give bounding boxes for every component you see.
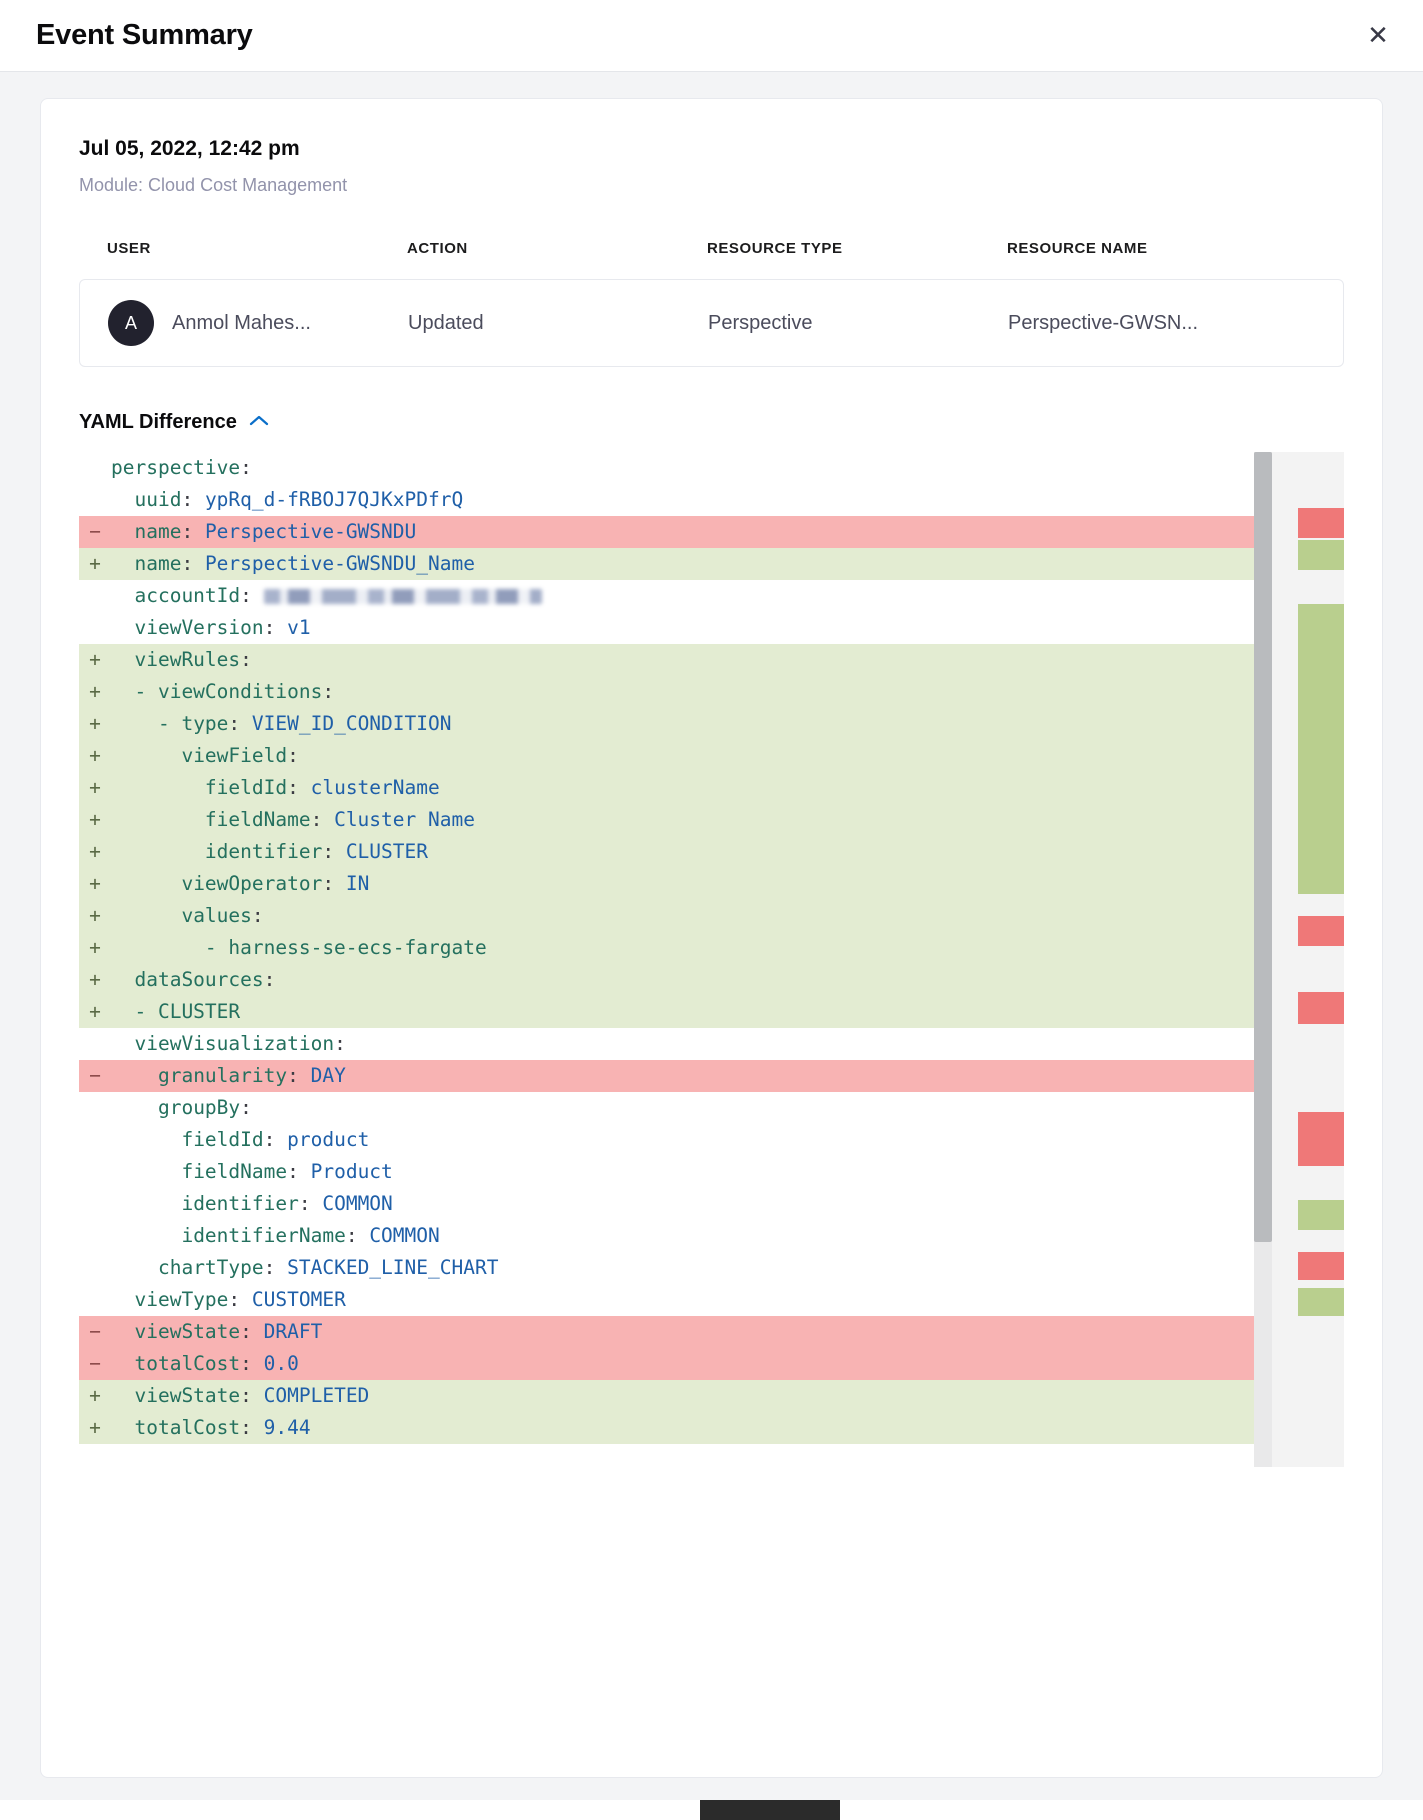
strip-dark	[700, 1800, 840, 1820]
minimap-block	[1298, 508, 1344, 538]
diff-line	[79, 740, 1344, 772]
diff-marker: −	[89, 520, 101, 543]
diff-line	[79, 836, 1344, 868]
diff-code: viewRules:	[134, 648, 252, 671]
diff-line	[79, 452, 1344, 484]
event-timestamp: Jul 05, 2022, 12:42 pm	[79, 137, 300, 160]
diff-line	[79, 1316, 1344, 1348]
cell-user	[108, 300, 408, 346]
minimap-block	[1298, 1200, 1344, 1230]
diff-marker: +	[89, 712, 101, 735]
column-header-resource-name: RESOURCE NAME	[1007, 240, 1148, 257]
diff-line	[79, 1284, 1344, 1316]
bottom-strip	[0, 1800, 1423, 1820]
table-header-row	[79, 240, 1344, 279]
diff-code: values:	[181, 904, 264, 927]
diff-code: viewType: CUSTOMER	[134, 1288, 346, 1311]
diff-code: viewVersion: v1	[134, 616, 311, 639]
diff-code: uuid: ypRq_d-fRBOJ7QJKxPDfrQ	[134, 488, 464, 511]
minimap-block	[1298, 1288, 1344, 1316]
diff-code: name: Perspective-GWSNDU	[134, 520, 417, 543]
modal-header	[0, 0, 1423, 72]
diff-line	[79, 1060, 1344, 1092]
diff-line	[79, 1380, 1344, 1412]
diff-code: fieldId: clusterName	[204, 776, 440, 799]
table-row[interactable]	[79, 279, 1344, 367]
cell-resource-name: Perspective-GWSN...	[1008, 311, 1199, 334]
yaml-difference-label: YAML Difference	[79, 411, 237, 433]
strip-right	[840, 1800, 1423, 1820]
diff-line	[79, 868, 1344, 900]
summary-table	[79, 240, 1344, 279]
diff-code: identifier: CLUSTER	[204, 840, 428, 863]
diff-code: - harness-se-ecs-fargate	[204, 936, 487, 959]
diff-code: accountId:	[111, 580, 542, 612]
diff-code: granularity: DAY	[157, 1064, 346, 1087]
cell-action: Updated	[408, 311, 484, 334]
diff-marker: +	[89, 936, 101, 959]
diff-code: - type: VIEW_ID_CONDITION	[157, 712, 452, 735]
diff-code: name: Perspective-GWSNDU_Name	[134, 552, 475, 575]
diff-line	[79, 996, 1344, 1028]
diff-code: fieldId: product	[181, 1128, 370, 1151]
diff-code: identifier: COMMON	[181, 1192, 393, 1215]
user-name: Anmol Mahes...	[172, 311, 311, 334]
avatar: A	[108, 300, 154, 346]
diff-marker: +	[89, 1384, 101, 1407]
diff-line	[79, 1188, 1344, 1220]
diff-marker: +	[89, 872, 101, 895]
diff-marker: +	[89, 840, 101, 863]
diff-line	[79, 1156, 1344, 1188]
diff-line	[79, 1252, 1344, 1284]
column-header-action: ACTION	[407, 240, 468, 257]
diff-line	[79, 1348, 1344, 1380]
diff-line	[79, 676, 1344, 708]
diff-code: - viewConditions:	[134, 680, 335, 703]
diff-line	[79, 964, 1344, 996]
diff-marker: +	[89, 1416, 101, 1439]
diff-marker: +	[89, 552, 101, 575]
diff-line	[79, 1028, 1344, 1060]
page-title: Event Summary	[36, 19, 253, 51]
diff-scrollbar[interactable]	[1254, 452, 1272, 1467]
minimap-block	[1298, 604, 1344, 894]
diff-marker: +	[89, 648, 101, 671]
diff-minimap[interactable]	[1272, 452, 1344, 1467]
diff-line	[79, 644, 1344, 676]
column-header-user: USER	[107, 240, 151, 257]
diff-line	[79, 1092, 1344, 1124]
diff-code: viewField:	[181, 744, 299, 767]
yaml-diff-lines	[79, 452, 1344, 1444]
chevron-up-icon[interactable]	[249, 415, 269, 431]
diff-code: fieldName: Product	[181, 1160, 393, 1183]
diff-line	[79, 932, 1344, 964]
strip-left	[0, 1800, 700, 1820]
diff-code: - CLUSTER	[134, 1000, 241, 1023]
column-header-resource-type: RESOURCE TYPE	[707, 240, 843, 257]
diff-marker: +	[89, 1000, 101, 1023]
diff-marker: +	[89, 968, 101, 991]
diff-code: fieldName: Cluster Name	[204, 808, 475, 831]
diff-line	[79, 1220, 1344, 1252]
diff-code: totalCost: 9.44	[134, 1416, 311, 1439]
cell-resource-type: Perspective	[708, 311, 813, 334]
redacted-value	[264, 589, 542, 604]
diff-line	[79, 772, 1344, 804]
diff-marker: +	[89, 776, 101, 799]
diff-line	[79, 804, 1344, 836]
diff-line	[79, 548, 1344, 580]
diff-marker: −	[89, 1352, 101, 1375]
diff-line	[79, 612, 1344, 644]
event-card	[40, 98, 1383, 1778]
diff-scroll-thumb[interactable]	[1254, 452, 1272, 1242]
diff-code: totalCost: 0.0	[134, 1352, 299, 1375]
diff-line	[79, 708, 1344, 740]
diff-line	[79, 580, 1344, 612]
diff-code: groupBy:	[157, 1096, 252, 1119]
diff-code: dataSources:	[134, 968, 276, 991]
minimap-block	[1298, 1252, 1344, 1280]
close-icon[interactable]: ✕	[1367, 20, 1389, 51]
diff-marker: −	[89, 1320, 101, 1343]
diff-line	[79, 516, 1344, 548]
minimap-block	[1298, 1112, 1344, 1166]
minimap-block	[1298, 916, 1344, 946]
diff-code: viewState: COMPLETED	[134, 1384, 370, 1407]
event-module: Module: Cloud Cost Management	[79, 175, 348, 195]
minimap-block	[1298, 540, 1344, 570]
diff-code: viewVisualization:	[134, 1032, 346, 1055]
diff-marker: +	[89, 680, 101, 703]
diff-marker: +	[89, 744, 101, 767]
diff-marker: +	[89, 904, 101, 927]
diff-code: viewState: DRAFT	[134, 1320, 323, 1343]
yaml-difference-header[interactable]	[79, 411, 1344, 434]
diff-code: chartType: STACKED_LINE_CHART	[157, 1256, 499, 1279]
diff-marker: −	[89, 1064, 101, 1087]
diff-line	[79, 1412, 1344, 1444]
diff-code: identifierName: COMMON	[181, 1224, 440, 1247]
yaml-diff-viewer[interactable]	[79, 452, 1344, 1467]
diff-code: perspective:	[111, 456, 252, 479]
modal-body	[0, 72, 1423, 1800]
diff-code: viewOperator: IN	[181, 872, 370, 895]
diff-line	[79, 900, 1344, 932]
diff-line	[79, 484, 1344, 516]
minimap-block	[1298, 992, 1344, 1024]
diff-marker: +	[89, 808, 101, 831]
diff-line	[79, 1124, 1344, 1156]
